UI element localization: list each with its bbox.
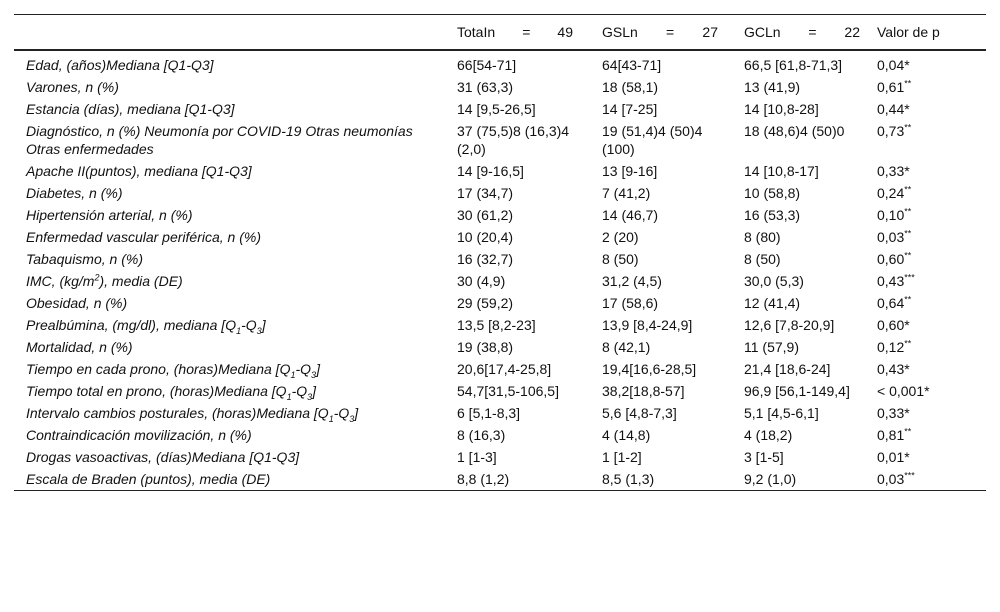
header-gcl-eq: =	[808, 24, 817, 40]
header-gcl-name: GCLn	[744, 24, 781, 40]
pvalue-text: 0,12	[877, 339, 905, 355]
pvalue-marker: **	[904, 338, 912, 349]
label-text: -Q	[295, 361, 312, 377]
table-row	[14, 120, 986, 160]
pvalue-text: 0,73	[877, 123, 905, 139]
cell-gsl: 13,9 [8,4-24,9]	[602, 317, 693, 333]
pvalue-text: 0,24	[877, 185, 905, 201]
pvalue-text: 0,61	[877, 79, 905, 95]
pvalue-text: 0,44*	[877, 101, 910, 117]
label-script: 1	[290, 369, 296, 380]
row-label: Tabaquismo, n (%)	[26, 251, 143, 267]
label-text: ]	[354, 405, 359, 421]
cell-gsl: 8 (50)	[602, 251, 639, 267]
cell-gcl: 18 (48,6)4 (50)0	[744, 123, 845, 139]
row-label: Diabetes, n (%)	[26, 185, 123, 201]
cell-gcl: 4 (18,2)	[744, 427, 793, 443]
cell-gsl: 7 (41,2)	[602, 185, 651, 201]
cell-gcl: 12,6 [7,8-20,9]	[744, 317, 835, 333]
table-body	[14, 50, 986, 491]
cell-gcl: 13 (41,9)	[744, 79, 801, 95]
row-label: Hipertensión arterial, n (%)	[26, 207, 193, 223]
label-script: 3	[311, 369, 317, 380]
cell-pvalue	[865, 270, 986, 292]
row-label: Drogas vasoactivas, (días)Mediana [Q1-Q3]	[26, 449, 300, 465]
cell-gcl: 11 (57,9)	[744, 339, 799, 355]
cell-total: 31 (63,3)	[457, 79, 514, 95]
pvalue-text: 0,64	[877, 295, 905, 311]
header-label-column	[14, 15, 445, 51]
cell-pvalue	[865, 98, 986, 120]
cell-pvalue	[865, 120, 986, 160]
cell-total: 37 (75,5)8 (16,3)4 (2,0)	[457, 123, 570, 157]
table-row	[14, 402, 986, 424]
pvalue-text: 0,60	[877, 251, 905, 267]
row-label: Contraindicación movilización, n (%)	[26, 427, 252, 443]
label-text: Prealbúmina, (mg/dl), mediana [Q	[26, 317, 237, 333]
cell-gcl: 10 (58,8)	[744, 185, 801, 201]
cell-pvalue	[865, 424, 986, 446]
label-script: 1	[236, 325, 242, 336]
pvalue-marker: ***	[904, 470, 915, 481]
cell-total: 8 (16,3)	[457, 427, 506, 443]
cell-pvalue	[865, 314, 986, 336]
label-text: ]	[312, 383, 317, 399]
cell-total: 54,7[31,5-106,5]	[457, 383, 559, 399]
label-script: 1	[286, 391, 292, 402]
header-gcl-n: 22	[844, 24, 860, 40]
cell-gcl: 12 (41,4)	[744, 295, 801, 311]
cell-gsl: 19,4[16,6-28,5]	[602, 361, 697, 377]
header-gsl	[590, 15, 732, 51]
row-label: Apache II(puntos), mediana [Q1-Q3]	[26, 163, 252, 179]
cell-pvalue	[865, 226, 986, 248]
label-text: ]	[261, 317, 266, 333]
cell-total: 14 [9,5-26,5]	[457, 101, 536, 117]
table-header	[14, 15, 986, 51]
label-text: ), media (DE)	[99, 273, 183, 289]
cell-total: 14 [9-16,5]	[457, 163, 524, 179]
pvalue-text: 0,03	[877, 471, 905, 487]
cell-pvalue	[865, 402, 986, 424]
header-total-n: 49	[557, 24, 573, 40]
pvalue-text: 0,04*	[877, 57, 910, 73]
cell-gsl: 13 [9-16]	[602, 163, 658, 179]
cell-gcl: 8 (50)	[744, 251, 781, 267]
table-row	[14, 424, 986, 446]
pvalue-text: 0,33*	[877, 405, 910, 421]
cell-gsl: 64[43-71]	[602, 57, 662, 73]
pvalue-marker: **	[904, 228, 912, 239]
pvalue-text: < 0,001*	[877, 383, 930, 399]
cell-gsl: 4 (14,8)	[602, 427, 651, 443]
cell-gcl: 14 [10,8-17]	[744, 163, 819, 179]
label-text: Intervalo cambios posturales, (horas)Mediana [Q	[26, 405, 329, 421]
cell-total: 20,6[17,4-25,8]	[457, 361, 552, 377]
pvalue-marker: **	[904, 78, 912, 89]
cell-gcl: 8 (80)	[744, 229, 781, 245]
row-label: Diagnóstico, n (%) Neumonía por COVID-19 Otras neumonías Otras enfermedades	[26, 123, 413, 157]
label-text: -Q	[333, 405, 350, 421]
row-label	[14, 380, 445, 402]
cell-total: 1 [1-3]	[457, 449, 497, 465]
cell-pvalue	[865, 358, 986, 380]
table-row	[14, 204, 986, 226]
pvalue-text: 0,81	[877, 427, 905, 443]
cell-pvalue	[865, 380, 986, 402]
table-row	[14, 182, 986, 204]
table-container	[14, 14, 986, 491]
cell-gsl: 14 (46,7)	[602, 207, 659, 223]
data-table	[14, 14, 986, 491]
table-row	[14, 336, 986, 358]
cell-pvalue	[865, 336, 986, 358]
pvalue-marker: **	[904, 250, 912, 261]
cell-total: 19 (38,8)	[457, 339, 514, 355]
header-gcl	[732, 15, 865, 51]
cell-total: 17 (34,7)	[457, 185, 514, 201]
pvalue-text: 0,01*	[877, 449, 910, 465]
label-script: 1	[328, 413, 334, 424]
pvalue-marker: **	[904, 206, 912, 217]
cell-gsl: 38,2[18,8-57]	[602, 383, 685, 399]
cell-gcl: 14 [10,8-28]	[744, 101, 819, 117]
row-label: Mortalidad, n (%)	[26, 339, 133, 355]
cell-total: 6 [5,1-8,3]	[457, 405, 521, 421]
cell-gcl: 21,4 [18,6-24]	[744, 361, 831, 377]
pvalue-marker: **	[904, 122, 912, 133]
cell-pvalue	[865, 50, 986, 76]
header-gsl-eq: =	[666, 24, 675, 40]
table-row	[14, 160, 986, 182]
row-label: Edad, (años)Mediana [Q1-Q3]	[26, 57, 214, 73]
cell-gcl: 96,9 [56,1-149,4]	[744, 383, 850, 399]
label-text: Tiempo en cada prono, (horas)Mediana [Q	[26, 361, 291, 377]
cell-pvalue	[865, 468, 986, 491]
pvalue-marker: ***	[904, 272, 915, 283]
pvalue-text: 0,60*	[877, 317, 910, 333]
table-row	[14, 76, 986, 98]
row-label: Enfermedad vascular periférica, n (%)	[26, 229, 261, 245]
row-label: Estancia (días), mediana [Q1-Q3]	[26, 101, 235, 117]
label-script: 3	[349, 413, 355, 424]
header-pvalue: Valor de p	[877, 24, 940, 40]
pvalue-marker: **	[904, 294, 912, 305]
cell-gcl: 3 [1-5]	[744, 449, 784, 465]
cell-total: 30 (61,2)	[457, 207, 514, 223]
label-text: -Q	[291, 383, 308, 399]
cell-gcl: 9,2 (1,0)	[744, 471, 797, 487]
label-script: 3	[256, 325, 262, 336]
table-row	[14, 468, 986, 491]
cell-gcl: 16 (53,3)	[744, 207, 801, 223]
cell-pvalue	[865, 204, 986, 226]
label-text: ]	[316, 361, 320, 377]
cell-pvalue	[865, 160, 986, 182]
row-label	[14, 402, 445, 424]
label-text: Tiempo total en prono, (horas)Mediana [Q	[26, 383, 287, 399]
cell-total: 30 (4,9)	[457, 273, 506, 289]
cell-total: 16 (32,7)	[457, 251, 514, 267]
cell-pvalue	[865, 182, 986, 204]
pvalue-text: 0,33*	[877, 163, 910, 179]
header-row	[14, 15, 986, 51]
row-label	[14, 270, 445, 292]
cell-gsl: 17 (58,6)	[602, 295, 659, 311]
cell-total: 29 (59,2)	[457, 295, 514, 311]
header-total-eq: =	[522, 24, 531, 40]
pvalue-text: 0,43	[877, 273, 905, 289]
table-row	[14, 226, 986, 248]
header-total	[445, 15, 590, 51]
table-row	[14, 380, 986, 402]
cell-pvalue	[865, 292, 986, 314]
pvalue-marker: **	[904, 426, 912, 437]
table-row	[14, 270, 986, 292]
cell-total: 66[54-71]	[457, 57, 517, 73]
label-text: -Q	[241, 317, 257, 333]
cell-gsl: 18 (58,1)	[602, 79, 659, 95]
pvalue-text: 0,43*	[877, 361, 910, 377]
cell-total: 8,8 (1,2)	[457, 471, 510, 487]
cell-total: 13,5 [8,2-23]	[457, 317, 536, 333]
row-label: Escala de Braden (puntos), media (DE)	[26, 471, 271, 487]
cell-gsl: 8 (42,1)	[602, 339, 651, 355]
label-script: 2	[94, 272, 100, 283]
header-total-name: TotaIn	[457, 24, 496, 40]
cell-pvalue	[865, 76, 986, 98]
cell-gcl: 5,1 [4,5-6,1]	[744, 405, 819, 421]
cell-total: 10 (20,4)	[457, 229, 514, 245]
table-row	[14, 446, 986, 468]
pvalue-marker: **	[904, 184, 912, 195]
cell-gcl: 30,0 (5,3)	[744, 273, 804, 289]
table-row	[14, 314, 986, 336]
pvalue-text: 0,10	[877, 207, 905, 223]
label-text: IMC, (kg/m	[26, 273, 95, 289]
row-label: Varones, n (%)	[26, 79, 119, 95]
table-row	[14, 98, 986, 120]
row-label	[14, 358, 445, 380]
cell-pvalue	[865, 446, 986, 468]
cell-gsl: 8,5 (1,3)	[602, 471, 655, 487]
cell-pvalue	[865, 248, 986, 270]
table-row	[14, 292, 986, 314]
row-label: Obesidad, n (%)	[26, 295, 128, 311]
header-gsl-n: 27	[702, 24, 718, 40]
header-gsl-name: GSLn	[602, 24, 638, 40]
row-label	[14, 314, 445, 336]
cell-gsl: 31,2 (4,5)	[602, 273, 662, 289]
pvalue-text: 0,03	[877, 229, 905, 245]
table-row	[14, 50, 986, 76]
label-script: 3	[307, 391, 313, 402]
cell-gsl: 2 (20)	[602, 229, 639, 245]
cell-gcl: 66,5 [61,8-71,3]	[744, 57, 843, 73]
table-row	[14, 358, 986, 380]
cell-gsl: 19 (51,4)4 (50)4 (100)	[602, 123, 703, 157]
cell-gsl: 14 [7-25]	[602, 101, 658, 117]
cell-gsl: 1 [1-2]	[602, 449, 642, 465]
table-row	[14, 248, 986, 270]
cell-gsl: 5,6 [4,8-7,3]	[602, 405, 677, 421]
